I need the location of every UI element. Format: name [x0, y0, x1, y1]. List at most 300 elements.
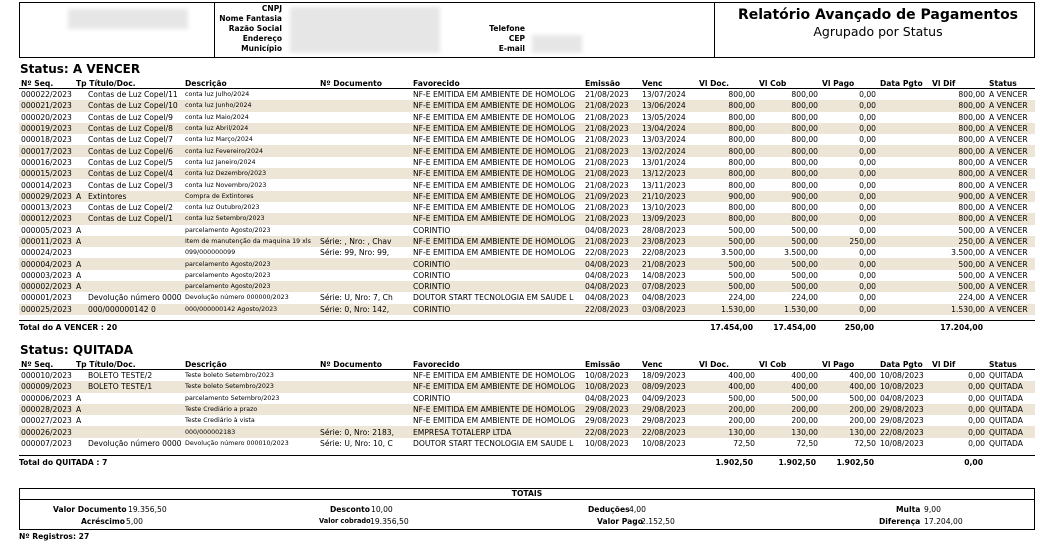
total-label: Total do A VENCER : 20 — [19, 323, 118, 332]
cell-vl-doc: 500,00 — [697, 236, 757, 247]
deducoes-label: Deduções — [588, 505, 630, 514]
cell-seq: 000021/2023 — [19, 100, 74, 111]
cell-titulo-doc — [86, 281, 183, 292]
cell-tp: A — [76, 416, 82, 426]
cell-vl-pago: 0,00 — [820, 213, 878, 224]
cell-titulo-doc: Contas de Luz Copel/1 — [86, 213, 183, 224]
cell-vl-pago: 0,00 — [859, 270, 876, 280]
cell-favorecido: NF-E EMITIDA EM AMBIENTE DE HOMOLOG — [411, 145, 583, 156]
group-total-quitada — [19, 455, 1035, 468]
cell-descricao: conta luz Setembro/2023 — [183, 213, 318, 224]
cell-descricao: parcelamento Setembro/2023 — [185, 394, 280, 402]
cell-tp: A — [76, 270, 82, 280]
cell-vl-doc: 500,00 — [728, 393, 755, 403]
cell-venc: 13/11/2023 — [642, 180, 686, 190]
table-row — [19, 393, 1035, 404]
cell-seq: 000029/2023 — [19, 191, 74, 202]
cell-titulo-doc — [86, 393, 183, 404]
cell-data-pgto — [878, 270, 930, 281]
group-title-quitada: Status: QUITADA — [20, 343, 134, 357]
cell-vl-pago: 0,00 — [859, 112, 876, 122]
cell-emissao: 22/08/2023 — [585, 248, 629, 258]
cell-data-pgto — [878, 145, 930, 156]
cell-vl-pago: 250,00 — [820, 236, 878, 247]
table-row — [19, 404, 1035, 415]
cell-emissao: 29/08/2023 — [585, 416, 629, 426]
cell-status: A VENCER — [987, 213, 1035, 224]
cell-vl-doc: 500,00 — [728, 225, 755, 235]
multa-label: Multa — [896, 505, 921, 514]
table-row — [19, 225, 1035, 236]
label-telefone: Telefone — [489, 24, 525, 33]
total-vl-dif: 17.204,00 — [940, 323, 983, 332]
cell-vl-cob: 400,00 — [791, 371, 818, 381]
cell-vl-dif: 0,00 — [968, 416, 985, 426]
cell-vl-dif: 800,00 — [958, 157, 985, 167]
cell-vl-pago: 0,00 — [820, 100, 878, 111]
table-header-row — [19, 78, 1035, 89]
column-header: Emissão — [583, 78, 640, 89]
cell-n-documento: Série: 99, Nro: 99, — [320, 248, 390, 258]
cell-favorecido: NF-E EMITIDA EM AMBIENTE DE HOMOLOG — [413, 90, 576, 100]
cell-seq: 000012/2023 — [19, 213, 74, 224]
cell-tp — [74, 145, 86, 156]
cell-data-pgto — [878, 168, 930, 179]
cell-vl-doc: 800,00 — [697, 168, 757, 179]
cell-n-documento — [318, 202, 411, 213]
cell-tp: A — [74, 281, 86, 292]
cell-data-pgto: 10/08/2023 — [880, 438, 924, 448]
cell-data-pgto: 10/08/2023 — [880, 371, 924, 381]
cell-vl-cob: 224,00 — [791, 293, 818, 303]
cell-vl-dif: 800,00 — [958, 180, 985, 190]
cell-venc: 22/08/2023 — [642, 248, 686, 258]
cell-titulo-doc: Extintores — [86, 191, 183, 202]
cell-venc: 07/08/2023 — [640, 281, 697, 292]
cell-tp — [74, 112, 86, 123]
cell-seq: 000013/2023 — [21, 203, 72, 213]
total-vl-pago: 1.902,50 — [836, 458, 874, 467]
label-nome-fantasia: Nome Fantasia — [219, 14, 282, 23]
cell-emissao: 21/08/2023 — [583, 236, 640, 247]
cell-data-pgto: 10/08/2023 — [878, 381, 930, 392]
cell-seq: 000010/2023 — [21, 371, 72, 381]
cell-seq: 000004/2023 — [19, 258, 74, 269]
cell-status: A VENCER — [989, 225, 1028, 235]
cell-vl-cob: 500,00 — [757, 281, 820, 292]
table-row — [19, 89, 1035, 101]
cell-favorecido: NF-E EMITIDA EM AMBIENTE DE HOMOLOG — [411, 168, 583, 179]
cell-emissao: 21/08/2023 — [585, 112, 629, 122]
cell-data-pgto — [878, 134, 930, 145]
cell-n-documento — [318, 381, 411, 392]
column-header: Nº Documento — [318, 359, 411, 370]
cell-vl-cob: 800,00 — [791, 112, 818, 122]
cell-status: QUITADA — [987, 426, 1035, 437]
cell-vl-dif: 800,00 — [958, 90, 985, 100]
table-row — [19, 134, 1035, 145]
report-title: Relatório Avançado de Pagamentos — [737, 7, 1019, 23]
cell-favorecido: NF-E EMITIDA EM AMBIENTE DE HOMOLOG — [411, 381, 583, 392]
cell-tp — [74, 89, 86, 101]
cell-seq: 000018/2023 — [21, 135, 72, 145]
cell-vl-dif: 500,00 — [930, 258, 987, 269]
cell-titulo-doc: Contas de Luz Copel/5 — [88, 157, 173, 167]
cell-tp: A — [76, 225, 82, 235]
cell-status: A VENCER — [987, 304, 1035, 315]
acrescimo-label: Acréscimo — [81, 517, 126, 526]
cell-descricao: Devolução número 000000/2023 — [185, 294, 289, 302]
cell-vl-pago: 200,00 — [820, 404, 878, 415]
cell-status: QUITADA — [989, 371, 1023, 381]
cell-favorecido: CORINTIO — [411, 281, 583, 292]
cell-vl-pago: 130,00 — [820, 426, 878, 437]
cell-vl-cob: 800,00 — [757, 168, 820, 179]
cell-vl-doc: 800,00 — [728, 203, 755, 213]
cell-data-pgto: 22/08/2023 — [878, 426, 930, 437]
cell-vl-cob: 500,00 — [791, 393, 818, 403]
header-divider — [714, 3, 715, 57]
cell-status: A VENCER — [987, 236, 1035, 247]
cell-data-pgto — [878, 100, 930, 111]
label-municipio: Município — [241, 44, 282, 53]
cell-titulo-doc — [86, 247, 183, 258]
redacted-company-info — [290, 7, 440, 53]
cell-vl-pago: 0,00 — [820, 191, 878, 202]
cell-venc: 13/12/2023 — [640, 168, 697, 179]
cell-vl-cob: 130,00 — [757, 426, 820, 437]
desconto-label: Desconto — [330, 505, 370, 514]
cell-status: A VENCER — [989, 270, 1028, 280]
total-vl-doc: 17.454,00 — [710, 323, 753, 332]
cell-vl-cob: 800,00 — [791, 203, 818, 213]
cell-data-pgto — [878, 179, 930, 190]
registros-value: 27 — [78, 532, 90, 541]
group-total-a-vencer — [19, 320, 1035, 333]
cell-n-documento — [318, 89, 411, 101]
table-row — [19, 100, 1035, 111]
label-email: E-mail — [498, 44, 525, 53]
cell-vl-pago: 0,00 — [820, 168, 878, 179]
cell-n-documento: Série: 0, Nro: 142, — [318, 304, 411, 315]
cell-data-pgto — [878, 247, 930, 258]
cell-emissao: 21/08/2023 — [585, 180, 629, 190]
cell-favorecido: NF-E EMITIDA EM AMBIENTE DE HOMOLOG — [411, 100, 583, 111]
cell-vl-pago: 0,00 — [859, 90, 876, 100]
cell-vl-pago: 0,00 — [859, 203, 876, 213]
cell-n-documento — [318, 370, 411, 382]
cell-vl-cob: 800,00 — [757, 145, 820, 156]
cell-n-documento — [318, 112, 411, 123]
cell-tp — [74, 134, 86, 145]
table-row — [19, 258, 1035, 269]
cell-seq: 000017/2023 — [19, 145, 74, 156]
cell-status: QUITADA — [989, 393, 1023, 403]
cell-descricao: Teste boleto Setembro/2023 — [183, 381, 318, 392]
column-header: Vl Dif — [930, 359, 987, 370]
cell-emissao: 22/08/2023 — [583, 426, 640, 437]
valor-cobrado-value: 19.356,50 — [370, 517, 409, 526]
acrescimo-value: 5,00 — [126, 517, 143, 526]
cell-vl-doc: 500,00 — [728, 270, 755, 280]
cell-seq: 000009/2023 — [19, 381, 74, 392]
table-row — [19, 112, 1035, 123]
cell-vl-pago: 0,00 — [820, 145, 878, 156]
column-header: Favorecido — [411, 359, 583, 370]
cell-vl-doc: 800,00 — [728, 90, 755, 100]
cell-tp: A — [74, 236, 86, 247]
cell-tp: A — [74, 191, 86, 202]
header-divider — [214, 3, 215, 57]
cell-seq: 000003/2023 — [21, 270, 72, 280]
cell-data-pgto — [878, 292, 930, 303]
table-row — [19, 179, 1035, 190]
table-row — [19, 292, 1035, 303]
cell-tp — [74, 213, 86, 224]
cell-vl-pago: 72,50 — [854, 438, 876, 448]
cell-vl-pago: 0,00 — [820, 304, 878, 315]
cell-seq: 000026/2023 — [19, 426, 74, 437]
cell-titulo-doc: Contas de Luz Copel/7 — [88, 135, 173, 145]
cell-venc: 23/08/2023 — [640, 236, 697, 247]
column-header: Tp Título/Doc. — [74, 359, 183, 370]
cell-favorecido: NF-E EMITIDA EM AMBIENTE DE HOMOLOG — [413, 248, 576, 258]
cell-vl-cob: 800,00 — [791, 135, 818, 145]
cell-n-documento — [318, 393, 411, 404]
cell-emissao: 04/08/2023 — [585, 293, 629, 303]
cell-descricao: Item de manutenção da maquina 19 xls — [183, 236, 318, 247]
company-info-labels — [216, 4, 282, 54]
cell-favorecido: NF-E EMITIDA EM AMBIENTE DE HOMOLOG — [413, 157, 576, 167]
cell-vl-pago: 200,00 — [849, 416, 876, 426]
cell-n-documento: Série: U, Nro: 7, Ch — [320, 293, 393, 303]
cell-vl-pago: 0,00 — [859, 225, 876, 235]
total-vl-doc: 1.902,50 — [715, 458, 753, 467]
cell-seq: 000019/2023 — [19, 123, 74, 134]
cell-titulo-doc — [86, 270, 183, 281]
table-row — [19, 123, 1035, 134]
cell-vl-doc: 800,00 — [697, 100, 757, 111]
cell-vl-dif: 800,00 — [930, 145, 987, 156]
cell-descricao: Teste boleto Setembro/2023 — [185, 372, 274, 380]
diferenca-value: 17.204,00 — [924, 517, 963, 526]
cell-titulo-doc: BOLETO TESTE/2 — [88, 371, 153, 381]
cell-venc: 08/09/2023 — [640, 381, 697, 392]
cell-seq: 000014/2023 — [21, 180, 72, 190]
cell-vl-pago: 0,00 — [859, 180, 876, 190]
table-row — [19, 213, 1035, 224]
cell-titulo-doc — [86, 415, 183, 426]
cell-titulo-doc: Contas de Luz Copel/6 — [86, 145, 183, 156]
cell-emissao: 21/08/2023 — [583, 145, 640, 156]
cell-vl-dif: 800,00 — [930, 100, 987, 111]
cell-titulo-doc — [86, 225, 183, 236]
cell-emissao: 10/08/2023 — [585, 371, 629, 381]
cell-status: QUITADA — [989, 416, 1023, 426]
table-row — [19, 191, 1035, 202]
cell-descricao: Teste Crediário a prazo — [183, 404, 318, 415]
column-header: Descrição — [183, 78, 318, 89]
cell-n-documento — [318, 213, 411, 224]
cell-vl-dif: 500,00 — [958, 270, 985, 280]
cell-emissao: 21/08/2023 — [583, 213, 640, 224]
cell-tp — [74, 168, 86, 179]
cell-data-pgto: 04/08/2023 — [880, 393, 924, 403]
total-vl-pago: 250,00 — [844, 323, 874, 332]
cell-status: A VENCER — [989, 180, 1028, 190]
report-header — [19, 2, 1035, 58]
table-row — [19, 157, 1035, 168]
cell-venc: 13/04/2024 — [640, 123, 697, 134]
cell-vl-dif: 0,00 — [930, 404, 987, 415]
cell-venc: 03/08/2023 — [640, 304, 697, 315]
cell-vl-cob: 500,00 — [791, 270, 818, 280]
cell-vl-dif: 900,00 — [930, 191, 987, 202]
cell-titulo-doc: Contas de Luz Copel/9 — [88, 112, 173, 122]
cell-vl-doc: 200,00 — [697, 404, 757, 415]
cell-n-documento — [318, 225, 411, 236]
column-header: Vl Doc. — [697, 359, 757, 370]
column-header: Status — [987, 78, 1035, 89]
cell-vl-cob: 800,00 — [791, 157, 818, 167]
table-row — [19, 236, 1035, 247]
cell-vl-dif: 3.500,00 — [951, 248, 985, 258]
cell-status: QUITADA — [987, 381, 1035, 392]
cell-descricao: conta luz Novembro/2023 — [185, 181, 267, 189]
table-row — [19, 247, 1035, 258]
cell-status: A VENCER — [987, 100, 1035, 111]
valor-pago-label: Valor Pago — [597, 517, 643, 526]
cell-vl-cob: 1.530,00 — [757, 304, 820, 315]
cell-vl-cob: 800,00 — [791, 180, 818, 190]
column-header: Vl Dif — [930, 78, 987, 89]
column-header: Vl Pago — [820, 359, 878, 370]
cell-titulo-doc — [86, 236, 183, 247]
cell-n-documento: Série: , Nro: , Chav — [318, 236, 411, 247]
label-cnpj: CNPJ — [261, 4, 282, 13]
cell-emissao: 21/08/2023 — [583, 123, 640, 134]
cell-titulo-doc — [86, 404, 183, 415]
cell-emissao: 22/08/2023 — [583, 304, 640, 315]
column-header: Data Pgto — [878, 359, 930, 370]
cell-tp — [74, 157, 86, 168]
cell-status: A VENCER — [989, 157, 1028, 167]
cell-vl-pago: 0,00 — [820, 258, 878, 269]
cell-descricao: parcelamento Agosto/2023 — [185, 271, 271, 279]
cell-vl-pago: 0,00 — [859, 248, 876, 258]
cell-descricao: 000/000000142 Agosto/2023 — [183, 304, 318, 315]
cell-emissao: 04/08/2023 — [585, 393, 629, 403]
cell-favorecido: NF-E EMITIDA EM AMBIENTE DE HOMOLOG — [411, 404, 583, 415]
valor-documento-label: Valor Documento — [53, 505, 127, 514]
total-vl-dif: 0,00 — [964, 458, 983, 467]
cell-vl-cob: 72,50 — [796, 438, 818, 448]
cell-data-pgto — [878, 123, 930, 134]
cell-status: A VENCER — [987, 123, 1035, 134]
totais-box — [19, 488, 1035, 530]
cell-n-documento — [318, 191, 411, 202]
cell-vl-cob: 500,00 — [757, 258, 820, 269]
cell-tp — [74, 426, 86, 437]
column-header: Vl Cob — [757, 359, 820, 370]
cell-n-documento — [318, 179, 411, 190]
table-row — [19, 270, 1035, 281]
cell-data-pgto — [878, 225, 930, 236]
cell-venc: 04/08/2023 — [642, 293, 686, 303]
cell-tp — [74, 100, 86, 111]
table-row — [19, 381, 1035, 392]
cell-n-documento — [318, 123, 411, 134]
cell-venc: 14/08/2023 — [642, 270, 686, 280]
cell-vl-cob: 800,00 — [757, 100, 820, 111]
redacted-logo — [68, 9, 188, 29]
cell-emissao: 21/08/2023 — [585, 135, 629, 145]
cell-vl-dif: 0,00 — [968, 393, 985, 403]
cell-descricao: conta luz Julho/2024 — [185, 91, 250, 99]
cell-venc: 13/06/2024 — [640, 100, 697, 111]
table-row — [19, 281, 1035, 292]
group-title-a-vencer: Status: A VENCER — [20, 62, 141, 76]
cell-descricao: conta luz Janeiro/2024 — [185, 158, 256, 166]
cell-descricao: Devolução número 000010/2023 — [185, 439, 289, 447]
cell-tp — [74, 304, 86, 315]
cell-titulo-doc: Contas de Luz Copel/8 — [86, 123, 183, 134]
cell-vl-doc: 800,00 — [697, 145, 757, 156]
cell-vl-doc: 400,00 — [697, 381, 757, 392]
multa-value: 9,00 — [924, 505, 941, 514]
cell-status: A VENCER — [989, 112, 1028, 122]
cell-emissao: 21/08/2023 — [585, 203, 629, 213]
cell-vl-cob: 3.500,00 — [784, 248, 818, 258]
cell-titulo-doc: Contas de Luz Copel/2 — [88, 203, 173, 213]
redacted-contact-info — [532, 35, 582, 53]
cell-favorecido: NF-E EMITIDA EM AMBIENTE DE HOMOLOG — [411, 236, 583, 247]
column-header: Nº Seq. — [19, 78, 74, 89]
cell-titulo-doc — [86, 258, 183, 269]
cell-descricao: parcelamento Agosto/2023 — [185, 226, 271, 234]
cell-status: A VENCER — [989, 293, 1028, 303]
label-endereco: Endereço — [242, 34, 282, 43]
cell-emissao: 04/08/2023 — [585, 225, 629, 235]
cell-data-pgto: 29/08/2023 — [880, 416, 924, 426]
cell-n-documento — [318, 134, 411, 145]
column-header: Favorecido — [411, 78, 583, 89]
cell-favorecido: CORINTIO — [413, 225, 451, 235]
cell-vl-pago: 500,00 — [849, 393, 876, 403]
cell-status: A VENCER — [989, 90, 1028, 100]
cell-tp — [74, 247, 86, 258]
cell-data-pgto — [878, 112, 930, 123]
cell-vl-dif: 800,00 — [930, 213, 987, 224]
cell-vl-dif: 0,00 — [930, 381, 987, 392]
total-vl-cob: 17.454,00 — [773, 323, 816, 332]
report-subtitle: Agrupado por Status — [813, 24, 943, 39]
cell-status: A VENCER — [987, 168, 1035, 179]
cell-favorecido: NF-E EMITIDA EM AMBIENTE DE HOMOLOG — [413, 203, 576, 213]
cell-status: QUITADA — [989, 438, 1023, 448]
valor-documento-value: 19.356,50 — [128, 505, 167, 514]
column-header: Data Pgto — [878, 78, 930, 89]
cell-vl-cob: 500,00 — [757, 236, 820, 247]
cell-emissao: 04/08/2023 — [583, 281, 640, 292]
cell-seq: 000022/2023 — [21, 90, 72, 100]
cell-status: A VENCER — [987, 281, 1035, 292]
cell-emissao: 04/08/2023 — [583, 258, 640, 269]
cell-vl-cob: 200,00 — [757, 404, 820, 415]
cell-seq: 000016/2023 — [21, 157, 72, 167]
cell-tp — [74, 179, 86, 190]
cell-titulo-doc: Contas de Luz Copel/4 — [86, 168, 183, 179]
